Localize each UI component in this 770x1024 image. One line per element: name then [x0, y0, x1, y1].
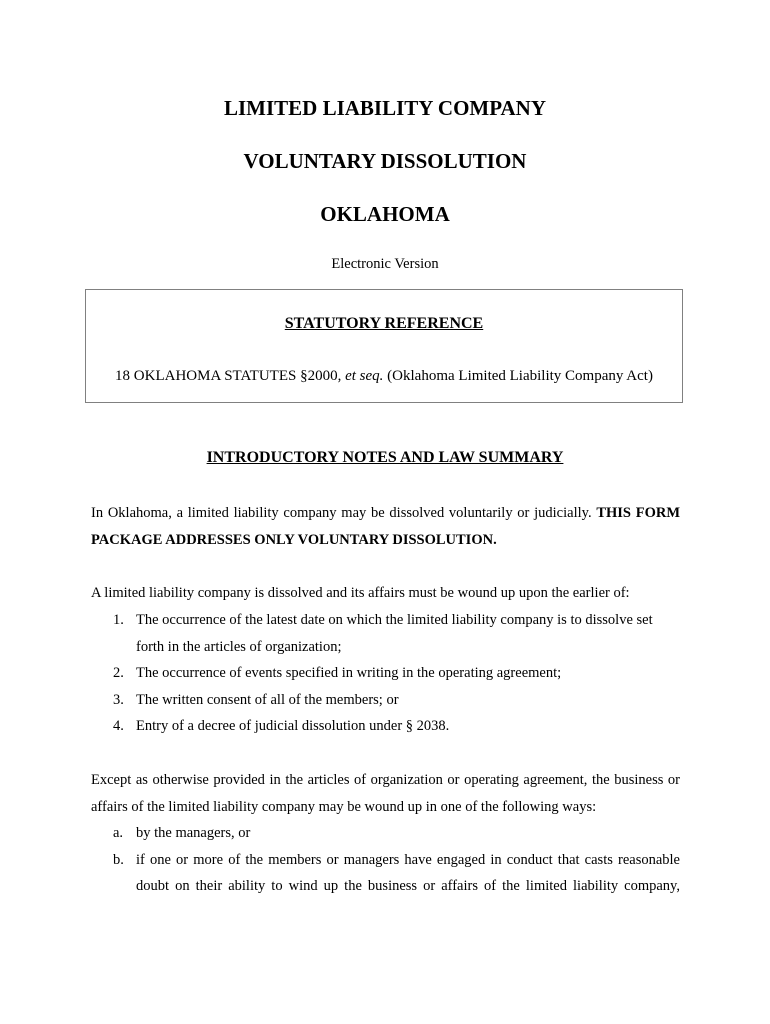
list-item: [91, 687, 680, 714]
list-marker: 3.: [113, 691, 124, 708]
document-title-line2: VOLUNTARY DISSOLUTION: [243, 149, 527, 173]
list-item-text: if one or more of the members or managers have engaged in conduct that casts reasonable doubt on their ability to wind up the business or affairs of the limited liability company,: [136, 851, 680, 894]
list-marker: 1.: [113, 612, 124, 628]
list-item-text: The occurrence of events specified in writing in the operating agreement;: [136, 665, 562, 681]
paragraph-dissolution-text: In Oklahoma, a limited liability company may be dissolved voluntarily or judicially.: [91, 505, 597, 521]
list-item: [91, 607, 680, 660]
list-item-text: The written consent of all of the members; or: [136, 691, 399, 708]
statute-act-name: (Oklahoma Limited Liability Company Act): [383, 368, 653, 384]
statute-et-seq: et seq.: [345, 368, 384, 384]
statutory-reference-box: [85, 289, 683, 403]
paragraph-dissolution-types: [91, 500, 680, 553]
statutory-reference-heading: STATUTORY REFERENCE: [284, 315, 484, 332]
list-marker: b.: [113, 851, 124, 868]
statutory-reference-text: [86, 366, 682, 386]
document-title-line1: LIMITED LIABILITY COMPANY: [223, 96, 547, 120]
list-marker: 2.: [113, 665, 124, 681]
dissolution-events-list: [91, 607, 680, 740]
list-item: [91, 713, 680, 740]
paragraph-dissolved-upon: A limited liability company is dissolved and its affairs must be wound up upon the earlier of:: [91, 585, 630, 601]
list-item-text: Entry of a decree of judicial dissolution under § 2038.: [136, 718, 450, 734]
paragraph-dissolution-bold: THIS FORM PACKAGE ADDRESSES ONLY VOLUNTARY DISSOLUTION.: [91, 505, 680, 548]
list-item: [91, 820, 680, 847]
list-item: [91, 660, 680, 687]
list-marker: a.: [113, 825, 124, 841]
document-subtitle: Electronic Version: [331, 256, 439, 272]
document-title-line3: OKLAHOMA: [320, 202, 450, 226]
list-item: [91, 847, 680, 900]
statute-citation: 18 OKLAHOMA STATUTES §2000,: [115, 368, 346, 384]
list-item-text: by the managers, or: [136, 825, 251, 841]
winding-up-ways-list: [91, 820, 680, 900]
list-marker: 4.: [113, 718, 124, 734]
paragraph-winding-up: Except as otherwise provided in the articles of organization or operating agreement, the business or affairs of the limited liability company may be wound up in one of the following ways:: [91, 772, 680, 815]
list-item-text: The occurrence of the latest date on which the limited liability company is to dissolve set forth in the articles of organization;: [136, 612, 653, 655]
introductory-notes-heading: INTRODUCTORY NOTES AND LAW SUMMARY: [206, 449, 564, 466]
